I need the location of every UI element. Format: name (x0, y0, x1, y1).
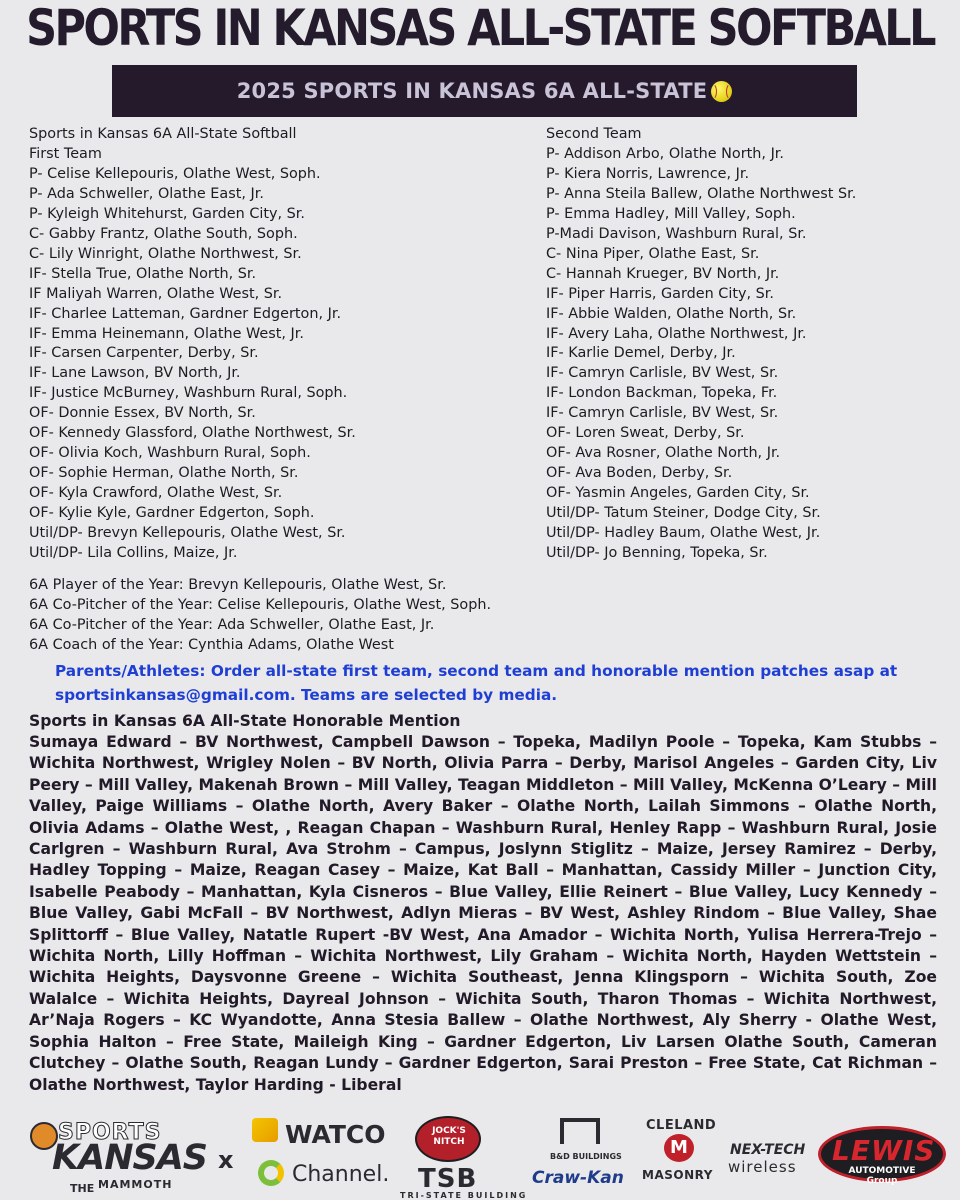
second-team-line: IF- Avery Laha, Olathe Northwest, Jr. (546, 325, 807, 342)
second-team-line: IF- Abbie Walden, Olathe North, Sr. (546, 305, 797, 322)
second-team-list (546, 125, 956, 564)
second-team-line: IF- Camryn Carlisle, BV West, Sr. (546, 405, 779, 422)
second-team-line: Util/DP- Jo Benning, Topeka, Sr. (546, 545, 768, 562)
watco-logo: WATCO (285, 1120, 386, 1149)
second-team-line: Util/DP- Tatum Steiner, Dodge City, Sr. (546, 505, 821, 522)
award-line: 6A Coach of the Year: Cynthia Adams, Olathe West (29, 636, 394, 653)
bd-buildings-logo: B&D BUILDINGS (550, 1152, 622, 1161)
first-team-line: Sports in Kansas 6A All-State Softball (29, 126, 297, 142)
patch-order-notice: Parents/Athletes: Order all-state first team, second team and honorable mention patches asap at sportsinkansas@gmail.com. Teams are selected by media. (55, 662, 898, 704)
first-team-line: IF- Justice McBurney, Washburn Rural, Soph. (29, 385, 348, 402)
nextech-logo: NEX-TECH (730, 1142, 806, 1158)
mammoth-logo: MAMMOTH (98, 1178, 173, 1191)
second-team-line: Second Team (546, 126, 642, 142)
awards-list (29, 576, 491, 656)
channel-icon (258, 1160, 284, 1186)
second-team-line: P- Kiera Norris, Lawrence, Jr. (546, 165, 750, 182)
sports-kansas-sub: THE (70, 1182, 95, 1195)
first-team-line: IF- Charlee Latteman, Gardner Edgerton, Jr. (29, 305, 342, 322)
second-team-line: C- Hannah Krueger, BV North, Jr. (546, 265, 780, 282)
second-team-line: P- Addison Arbo, Olathe North, Jr. (546, 145, 784, 162)
second-team-line: Util/DP- Hadley Baum, Olathe West, Jr. (546, 525, 821, 542)
first-team-line: OF- Donnie Essex, BV North, Sr. (29, 405, 256, 422)
second-team-line: P- Anna Steila Ballew, Olathe Northwest Sr. (546, 185, 857, 202)
second-team-line: P-Madi Davison, Washburn Rural, Sr. (546, 225, 807, 242)
first-team-line: OF- Kylie Kyle, Gardner Edgerton, Soph. (29, 505, 315, 522)
second-team-line: IF- Camryn Carlisle, BV West, Sr. (546, 365, 779, 382)
first-team-line: IF- Emma Heinemann, Olathe West, Jr. (29, 325, 304, 342)
first-team-line: IF- Stella True, Olathe North, Sr. (29, 265, 257, 282)
first-team-line: OF- Kennedy Glassford, Olathe Northwest, Sr. (29, 425, 356, 442)
softball-icon (711, 81, 732, 102)
bd-buildings-house-icon (560, 1118, 600, 1144)
second-team-line: C- Nina Piper, Olathe East, Sr. (546, 245, 760, 262)
cleland-logo-bottom: MASONRY (642, 1168, 713, 1182)
first-team-line: Util/DP- Brevyn Kellepouris, Olathe West, Sr. (29, 525, 346, 542)
channel-logo: Channel. (292, 1162, 390, 1187)
first-team-line: IF Maliyah Warren, Olathe West, Sr. (29, 285, 283, 302)
sponsor-logos (0, 1112, 960, 1200)
partnership-x: x (218, 1146, 234, 1174)
second-team-line: OF- Ava Rosner, Olathe North, Jr. (546, 445, 781, 462)
first-team-line: OF- Kyla Crawford, Olathe West, Sr. (29, 485, 283, 502)
tsb-sub: TRI-STATE BUILDING (400, 1191, 528, 1200)
subtitle-banner (112, 65, 857, 117)
jocks-nitch-logo: JOCK'S NITCH (432, 1126, 466, 1147)
nextech-sub: wireless (728, 1158, 797, 1176)
award-line: 6A Co-Pitcher of the Year: Celise Kellepouris, Olathe West, Soph. (29, 596, 492, 613)
second-team-line: OF- Ava Boden, Derby, Sr. (546, 465, 733, 482)
second-team-line: P- Emma Hadley, Mill Valley, Soph. (546, 205, 796, 222)
cleland-m-icon: M (664, 1134, 694, 1162)
second-team-line: IF- Karlie Demel, Derby, Jr. (546, 345, 736, 362)
cleland-logo-top: CLELAND (646, 1118, 717, 1133)
first-team-line: P- Celise Kellepouris, Olathe West, Soph. (29, 165, 321, 182)
award-line: 6A Player of the Year: Brevyn Kellepouris, Olathe West, Sr. (29, 577, 447, 593)
first-team-list (29, 125, 529, 564)
first-team-line: Util/DP- Lila Collins, Maize, Jr. (29, 545, 238, 562)
honorable-mention-heading: Sports in Kansas 6A All-State Honorable Mention (29, 712, 461, 730)
second-team-line: IF- Piper Harris, Garden City, Sr. (546, 285, 774, 302)
watco-icon (252, 1118, 278, 1142)
first-team-line: OF- Sophie Herman, Olathe North, Sr. (29, 465, 299, 482)
second-team-line: OF- Yasmin Angeles, Garden City, Sr. (546, 485, 810, 502)
sports-kansas-logo: KANSAS (52, 1138, 208, 1178)
lewis-sub: AUTOMOTIVE Group (848, 1166, 916, 1186)
second-team-line: IF- London Backman, Topeka, Fr. (546, 385, 778, 402)
lewis-logo: LEWIS (832, 1134, 936, 1167)
tsb-logo: TSB (418, 1164, 478, 1194)
first-team-line: IF- Carsen Carpenter, Derby, Sr. (29, 345, 259, 362)
craw-kan-logo: Craw-Kan (532, 1168, 624, 1188)
honorable-mention-text: Sumaya Edward – BV Northwest, Campbell Dawson – Topeka, Madilyn Poole – Topeka, Kam Stubbs – Wichita Northwest, Wrigley Nolen – BV North, Olivia Parra – Derby, Marisol Angeles – Garden City, Liv Peery – Mill Valley, Makenah Brown – Mill Valley, Teagan Middleton – Mill Valley, McKenna O’Leary – Mill Valley, Paige Williams – Olathe North, Avery Baker – Olathe North, Lailah Simmons – Olathe North, Olivia Adams – Olathe West, , Reagan Chapan – Washburn Rural, Henley Rapp – Washburn Rural, Josie Carlgren – Washburn Rural, Ava Strohm – Campus, Joslynn Stiglitz – Maize, Jersey Ramirez – Derby, Hadley Topping – Maize, Reagan Casey – Maize, Kat Ball – Manhattan, Cassidy Miller – Junction City, Isabelle Peabody – Manhattan, Kyla Cisneros – Blue Valley, Ellie Reinert – Blue Valley, Lucy Kennedy – Blue Valley, Gabi McFall – BV Northwest, Adlyn Mieras – BV West, Ashley Rindom – Blue Valley, Shae Splittorff – Blue Valley, Natatle Rupert -BV West, Ana Amador – Wichita North, Yulisa Herrera-Trejo – Wichita North, Lilly Hoffman – Wichita Northwest, Lily Graham – Wichita North, Hayden Wettstein – Wichita Heights, Daysvonne Greene – Wichita Southeast, Jenna Klingsporn – Wichita South, Zoe Walalce – Wichita Heights, Dayreal Johnson – Wichita South, Tharon Thomas – Wichita Northwest, Ar’Naja Rogers – KC Wyandotte, Anna Stesia Ballew – Olathe Northwest, Aly Sherry - Olathe West, Sophia Halton – Free State, Maileigh King – Gardner Edgerton, Liv Larsen Olathe South, Cameran Clutchey – Olathe South, Reagan Lundy – Gardner Edgerton, Sarai Preston – Free State, Cat Richman – Olathe Northwest, Taylor Harding - Liberal (29, 733, 937, 1094)
second-team-line: OF- Loren Sweat, Derby, Sr. (546, 425, 745, 442)
page-title: SPORTS IN KANSAS ALL-STATE SOFTBALL (26, 0, 934, 58)
sports-kansas-logo-top: SPORTS (58, 1120, 162, 1145)
first-team-line: P- Ada Schweller, Olathe East, Jr. (29, 185, 264, 202)
first-team-line: P- Kyleigh Whitehurst, Garden City, Sr. (29, 205, 305, 222)
award-line: 6A Co-Pitcher of the Year: Ada Schweller, Olathe East, Jr. (29, 616, 435, 633)
banner-text: 2025 SPORTS IN KANSAS 6A ALL-STATE (236, 79, 708, 103)
first-team-line: OF- Olivia Koch, Washburn Rural, Soph. (29, 445, 311, 462)
first-team-line: IF- Lane Lawson, BV North, Jr. (29, 365, 241, 382)
first-team-line: C- Lily Winright, Olathe Northwest, Sr. (29, 245, 302, 262)
first-team-line: First Team (29, 145, 102, 162)
first-team-line: C- Gabby Frantz, Olathe South, Soph. (29, 225, 298, 242)
